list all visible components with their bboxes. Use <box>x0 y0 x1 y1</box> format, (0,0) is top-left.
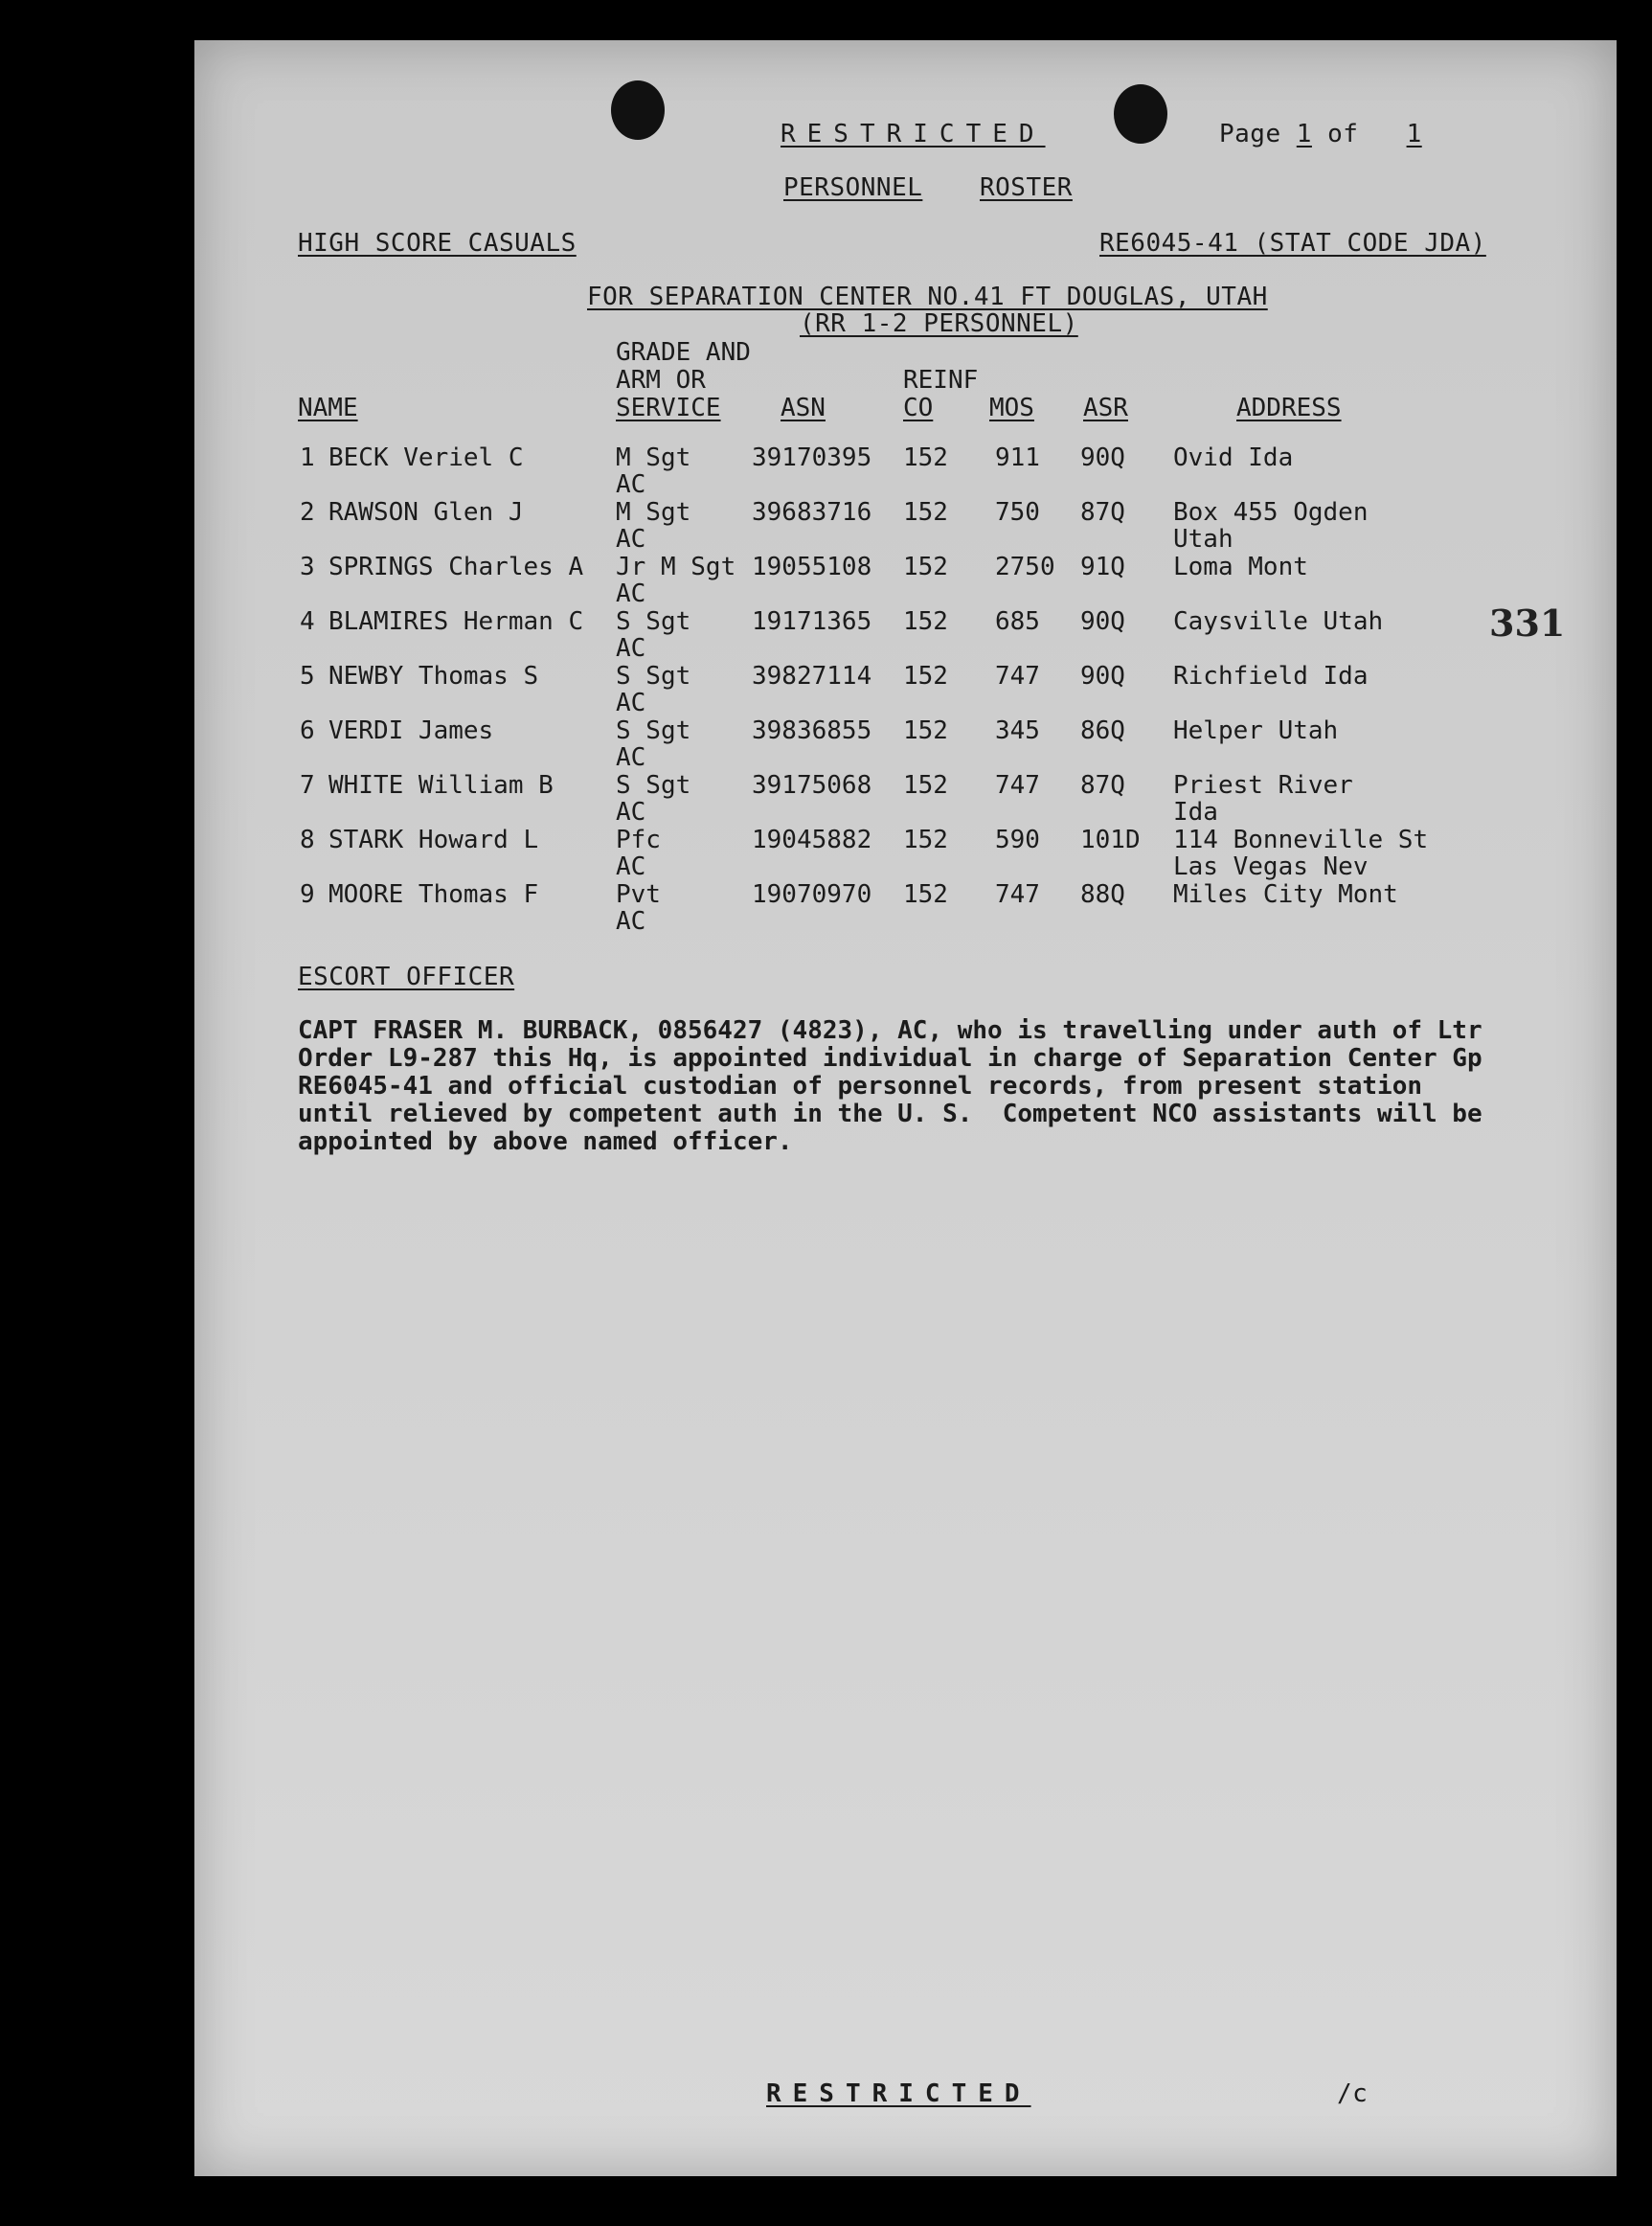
punch-hole-left <box>611 80 665 140</box>
cell-num: 3 <box>300 553 315 581</box>
cell-name: NEWBY Thomas S <box>328 662 539 691</box>
cell-name: MOORE Thomas F <box>328 880 539 909</box>
col-asn: ASN <box>781 394 826 422</box>
escort-line: until relieved by competent auth in the U. S. Competent NCO assistants will be <box>298 1100 1482 1128</box>
table-row <box>194 608 1617 663</box>
cell-grade: S Sgt <box>616 771 691 800</box>
cell-num: 7 <box>300 771 315 800</box>
col-grade-line2: ARM OR <box>616 366 706 395</box>
cell-co: 152 <box>903 880 948 909</box>
escort-heading: ESCORT OFFICER <box>298 963 515 991</box>
classification-top: RESTRICTED <box>781 120 1046 148</box>
cell-asn: 19055108 <box>752 553 872 581</box>
col-reinf-line1: REINF <box>903 366 979 395</box>
classification-bottom: RESTRICTED <box>766 2079 1031 2108</box>
cell-num: 8 <box>300 826 315 854</box>
col-mos: MOS <box>989 394 1034 422</box>
escort-line: CAPT FRASER M. BURBACK, 0856427 (4823), AC, who is travelling under auth of Ltr <box>298 1016 1482 1045</box>
cell-name: VERDI James <box>328 716 494 745</box>
cell-mos: 747 <box>995 880 1040 909</box>
cell-co: 152 <box>903 662 948 691</box>
escort-line: appointed by above named officer. <box>298 1127 793 1156</box>
cell-addr2: Utah <box>1173 525 1233 554</box>
cell-asr: 101D <box>1080 826 1141 854</box>
cell-co: 152 <box>903 498 948 527</box>
destination-line: FOR SEPARATION CENTER NO.41 FT DOUGLAS, UTAH <box>587 283 1268 311</box>
cell-co: 152 <box>903 716 948 745</box>
cell-asn: 19070970 <box>752 880 872 909</box>
cell-name: SPRINGS Charles A <box>328 553 584 581</box>
cell-mos: 345 <box>995 716 1040 745</box>
table-row <box>194 772 1617 827</box>
table-row <box>194 554 1617 608</box>
cell-asn: 19045882 <box>752 826 872 854</box>
cell-grade: S Sgt <box>616 716 691 745</box>
cell-addr1: 114 Bonneville St <box>1173 826 1429 854</box>
cell-grade: Jr M Sgt <box>616 553 736 581</box>
cell-num: 9 <box>300 880 315 909</box>
cell-num: 4 <box>300 607 315 636</box>
cell-addr1: Ovid Ida <box>1173 443 1294 472</box>
cell-arm: AC <box>616 470 646 499</box>
cell-grade: Pfc <box>616 826 661 854</box>
cell-name: STARK Howard L <box>328 826 539 854</box>
col-grade-line3: SERVICE <box>616 394 721 422</box>
cell-asr: 87Q <box>1080 498 1125 527</box>
escort-line: Order L9-287 this Hq, is appointed individual in charge of Separation Center Gp <box>298 1044 1482 1073</box>
table-row <box>194 827 1617 881</box>
cell-addr2: Las Vegas Nev <box>1173 852 1369 881</box>
cell-num: 6 <box>300 716 315 745</box>
cell-num: 2 <box>300 498 315 527</box>
cell-asn: 19171365 <box>752 607 872 636</box>
escort-line: RE6045-41 and official custodian of personnel records, from present station <box>298 1072 1422 1101</box>
table-row <box>194 717 1617 772</box>
col-reinf-line2: CO <box>903 394 934 422</box>
punch-hole-right <box>1114 84 1167 144</box>
cell-asn: 39836855 <box>752 716 872 745</box>
page-of: of <box>1327 120 1359 148</box>
cell-asn: 39683716 <box>752 498 872 527</box>
cell-co: 152 <box>903 553 948 581</box>
roster-title-2: ROSTER <box>980 173 1073 202</box>
cell-asr: 88Q <box>1080 880 1125 909</box>
col-address: ADDRESS <box>1236 394 1342 422</box>
cell-grade: M Sgt <box>616 443 691 472</box>
cell-arm: AC <box>616 525 646 554</box>
cell-asn: 39827114 <box>752 662 872 691</box>
cell-grade: M Sgt <box>616 498 691 527</box>
cell-addr1: Richfield Ida <box>1173 662 1369 691</box>
cell-arm: AC <box>616 634 646 663</box>
cell-co: 152 <box>903 443 948 472</box>
cell-arm: AC <box>616 798 646 827</box>
cell-arm: AC <box>616 689 646 717</box>
cell-mos: 911 <box>995 443 1040 472</box>
col-asr: ASR <box>1083 394 1128 422</box>
cell-addr1: Loma Mont <box>1173 553 1308 581</box>
table-row <box>194 444 1617 499</box>
footer-mark: /c <box>1337 2079 1369 2108</box>
cell-mos: 685 <box>995 607 1040 636</box>
cell-grade: Pvt <box>616 880 661 909</box>
group-label: HIGH SCORE CASUALS <box>298 229 577 258</box>
page-indicator <box>1219 121 1455 148</box>
cell-addr1: Priest River <box>1173 771 1353 800</box>
cell-asn: 39170395 <box>752 443 872 472</box>
page-number: 1 <box>1296 120 1312 148</box>
cell-co: 152 <box>903 607 948 636</box>
cell-mos: 2750 <box>995 553 1055 581</box>
cell-arm: AC <box>616 579 646 608</box>
roster-title: PERSONNEL <box>783 173 923 202</box>
cell-mos: 590 <box>995 826 1040 854</box>
cell-name: BECK Veriel C <box>328 443 524 472</box>
cell-name: BLAMIRES Herman C <box>328 607 584 636</box>
cell-co: 152 <box>903 771 948 800</box>
cell-name: RAWSON Glen J <box>328 498 524 527</box>
cell-co: 152 <box>903 826 948 854</box>
table-row <box>194 881 1617 936</box>
table-row <box>194 499 1617 554</box>
cell-asn: 39175068 <box>752 771 872 800</box>
cell-arm: AC <box>616 743 646 772</box>
cell-asr: 86Q <box>1080 716 1125 745</box>
cell-asr: 90Q <box>1080 662 1125 691</box>
side-number: 331 <box>1489 602 1566 645</box>
cell-mos: 747 <box>995 771 1040 800</box>
destination-subline: (RR 1-2 PERSONNEL) <box>800 309 1078 338</box>
cell-mos: 750 <box>995 498 1040 527</box>
cell-addr1: Helper Utah <box>1173 716 1339 745</box>
stat-code: RE6045-41 (STAT CODE JDA) <box>1099 229 1486 258</box>
col-grade-line1: GRADE AND <box>616 338 751 367</box>
cell-num: 1 <box>300 443 315 472</box>
cell-arm: AC <box>616 852 646 881</box>
document-page <box>194 40 1617 2176</box>
cell-addr1: Miles City Mont <box>1173 880 1398 909</box>
cell-mos: 747 <box>995 662 1040 691</box>
cell-asr: 90Q <box>1080 443 1125 472</box>
page-total: 1 <box>1406 120 1422 148</box>
col-name: NAME <box>298 394 358 422</box>
cell-grade: S Sgt <box>616 662 691 691</box>
cell-asr: 90Q <box>1080 607 1125 636</box>
page-label: Page <box>1219 120 1281 148</box>
cell-arm: AC <box>616 907 646 936</box>
cell-grade: S Sgt <box>616 607 691 636</box>
escort-paragraph <box>298 1017 1533 1156</box>
cell-num: 5 <box>300 662 315 691</box>
cell-name: WHITE William B <box>328 771 554 800</box>
cell-addr1: Caysville Utah <box>1173 607 1384 636</box>
cell-asr: 91Q <box>1080 553 1125 581</box>
cell-asr: 87Q <box>1080 771 1125 800</box>
cell-addr1: Box 455 Ogden <box>1173 498 1369 527</box>
table-row <box>194 663 1617 717</box>
cell-addr2: Ida <box>1173 798 1218 827</box>
